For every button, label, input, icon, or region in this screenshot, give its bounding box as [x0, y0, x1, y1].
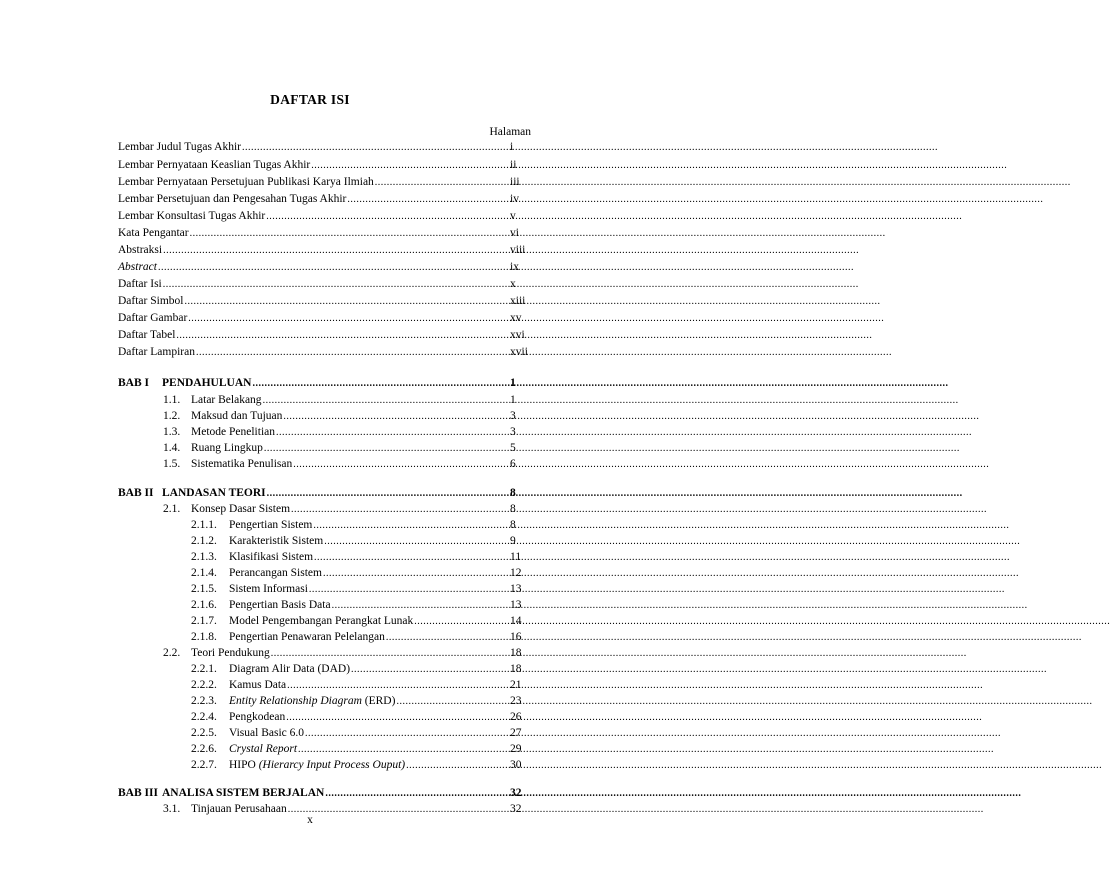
section-label: Tinjauan Perusahaan — [191, 803, 287, 815]
chapter-heading[interactable] — [118, 484, 492, 500]
toc-entry-page: ix — [510, 261, 519, 273]
dot-leader — [286, 711, 982, 724]
dot-leader — [298, 743, 994, 756]
toc-entry[interactable] — [118, 343, 492, 359]
toc-entry[interactable] — [118, 224, 492, 240]
toc-entry-label: Daftar Gambar — [118, 312, 188, 324]
toc-entry-label: Lembar Konsultasi Tugas Akhir — [118, 210, 266, 222]
subsection-number: 2.1.1. — [191, 519, 217, 531]
toc-subsection[interactable] — [191, 708, 492, 724]
subsection-label: Visual Basic 6.0 — [229, 727, 305, 739]
chapter-page: 32 — [510, 787, 522, 799]
dot-leader — [264, 442, 960, 455]
subsection-number: 2.2.6. — [191, 743, 217, 755]
subsection-number: 2.1.8. — [191, 631, 217, 643]
subsection-page: 29 — [510, 743, 522, 755]
section-page: 6 — [510, 458, 516, 470]
subsection-page: 14 — [510, 615, 522, 627]
chapter-number: BAB I — [118, 377, 149, 389]
chapter-label: LANDASAN TEORI — [162, 487, 266, 499]
subsection-label: Perancangan Sistem — [229, 567, 322, 579]
subsection-number: 2.2.4. — [191, 711, 217, 723]
subsection-label-suffix: (ERD) — [361, 695, 396, 707]
dot-leader — [351, 663, 1047, 676]
subsection-label: Crystal Report — [229, 743, 298, 755]
section-label: Maksud dan Tujuan — [191, 410, 283, 422]
subsection-page: 12 — [510, 567, 522, 579]
section-number: 2.2. — [163, 647, 181, 659]
subsection-number: 2.2.2. — [191, 679, 217, 691]
section-label: Konsep Dasar Sistem — [191, 503, 291, 515]
chapter-number: BAB II — [118, 487, 154, 499]
chapter-heading[interactable] — [118, 374, 492, 390]
toc-entry-label: Abstract — [118, 261, 157, 273]
section-page: 3 — [510, 426, 516, 438]
toc-entry-page: xvi — [510, 329, 525, 341]
dot-leader — [309, 583, 1005, 596]
toc-entry-page: xvii — [510, 346, 528, 358]
subsection-page: 8 — [510, 519, 516, 531]
chapter-page: 8 — [510, 487, 516, 499]
toc-entry-page: viii — [510, 244, 526, 256]
toc-section[interactable] — [163, 391, 492, 407]
subsection-label: Pengertian Sistem — [229, 519, 313, 531]
dot-leader — [291, 503, 987, 516]
dot-leader — [188, 312, 884, 325]
dot-leader — [386, 631, 1082, 644]
toc-subsection[interactable] — [191, 692, 492, 708]
section-page: 8 — [510, 503, 516, 515]
toc-section[interactable] — [163, 455, 492, 471]
subsection-label: Klasifikasi Sistem — [229, 551, 314, 563]
section-number: 1.2. — [163, 410, 181, 422]
section-page: 18 — [510, 647, 522, 659]
subsection-label: Pengkodean — [229, 711, 286, 723]
section-number: 1.3. — [163, 426, 181, 438]
toc-subsection[interactable] — [191, 740, 492, 756]
section-label: Latar Belakang — [191, 394, 262, 406]
subsection-number: 2.1.2. — [191, 535, 217, 547]
subsection-number: 2.1.4. — [191, 567, 217, 579]
chapter-label: ANALISA SISTEM BERJALAN — [162, 787, 325, 799]
section-number: 3.1. — [163, 803, 181, 815]
toc-entry-page: v — [510, 210, 516, 222]
toc-entry[interactable] — [118, 292, 492, 308]
section-number: 1.1. — [163, 394, 181, 406]
toc-entry-page: xiii — [510, 295, 526, 307]
toc-entry[interactable] — [118, 173, 492, 189]
subsection-number: 2.2.5. — [191, 727, 217, 739]
section-page: 5 — [510, 442, 516, 454]
halaman-label: Halaman — [489, 126, 531, 138]
dot-leader — [396, 695, 1092, 708]
dot-leader — [287, 679, 983, 692]
toc-entry[interactable] — [118, 156, 492, 172]
subsection-page: 13 — [510, 583, 522, 595]
footer-page-number: x — [307, 814, 313, 826]
toc-entry-page: xv — [510, 312, 522, 324]
subsection-page: 9 — [510, 535, 516, 547]
subsection-label: Pengertian Penawaran Pelelangan — [229, 631, 385, 643]
toc-entry[interactable] — [118, 275, 492, 291]
chapter-number: BAB III — [118, 787, 158, 799]
toc-entry[interactable] — [118, 190, 492, 206]
toc-entry[interactable] — [118, 138, 492, 154]
dot-leader — [332, 599, 1028, 612]
chapter-page: 1 — [510, 377, 516, 389]
toc-entry-label: Kata Pengantar — [118, 227, 189, 239]
subsection-number: 2.2.1. — [191, 663, 217, 675]
subsection-label: Karakteristik Sistem — [229, 535, 324, 547]
toc-subsection[interactable] — [191, 596, 492, 612]
subsection-page: 18 — [510, 663, 522, 675]
toc-section[interactable] — [163, 500, 492, 516]
toc-entry-label: Abstraksi — [118, 244, 163, 256]
toc-entry-label: Lembar Persetujuan dan Pengesahan Tugas Akhir — [118, 193, 347, 205]
toc-entry-label: Lembar Pernyataan Keaslian Tugas Akhir — [118, 159, 311, 171]
toc-section[interactable] — [163, 423, 492, 439]
toc-entry[interactable] — [118, 241, 492, 257]
toc-subsection[interactable] — [191, 532, 492, 548]
subsection-page: 13 — [510, 599, 522, 611]
toc-section[interactable] — [163, 439, 492, 455]
subsection-label-main: HIPO — [229, 759, 259, 771]
toc-entry-page: iv — [510, 193, 519, 205]
dot-leader — [375, 176, 1071, 189]
section-number: 1.5. — [163, 458, 181, 470]
page-title: DAFTAR ISI — [270, 92, 350, 107]
dot-leader — [347, 193, 1043, 206]
toc-subsection[interactable] — [191, 676, 492, 692]
toc-subsection[interactable] — [191, 724, 492, 740]
toc-entry-page: vi — [510, 227, 519, 239]
toc-subsection[interactable] — [191, 564, 492, 580]
subsection-number: 2.1.3. — [191, 551, 217, 563]
toc-entry[interactable] — [118, 207, 492, 223]
subsection-label-italic: Entity Relationship Diagram — [229, 695, 362, 707]
toc-subsection[interactable] — [191, 612, 492, 628]
dot-leader — [276, 426, 972, 439]
section-label: Ruang Lingkup — [191, 442, 263, 454]
toc-entry-label: Daftar Lampiran — [118, 346, 195, 358]
section-label: Teori Pendukung — [191, 647, 270, 659]
dot-leader — [266, 210, 962, 223]
section-page: 1 — [510, 394, 516, 406]
subsection-label: Sistem Informasi — [229, 583, 308, 595]
subsection-label — [229, 695, 395, 708]
toc-subsection[interactable] — [191, 756, 492, 772]
chapter-heading[interactable] — [118, 784, 492, 800]
subsection-page: 30 — [510, 759, 522, 771]
dot-leader — [313, 519, 1009, 532]
toc-entry-page: iii — [510, 176, 520, 188]
toc-entry-page: i — [510, 141, 514, 153]
section-page: 3 — [510, 410, 516, 422]
toc-section[interactable] — [163, 407, 492, 423]
subsection-page: 16 — [510, 631, 522, 643]
dot-leader — [263, 394, 959, 407]
toc-entry-page: ii — [510, 159, 517, 171]
dot-leader — [252, 377, 948, 390]
dot-leader — [283, 410, 979, 423]
subsection-label: Diagram Alir Data (DAD) — [229, 663, 351, 675]
subsection-number: 2.1.5. — [191, 583, 217, 595]
section-label: Sistematika Penulisan — [191, 458, 293, 470]
toc-subsection[interactable] — [191, 548, 492, 564]
dot-leader — [242, 141, 938, 154]
section-page: 32 — [510, 803, 522, 815]
toc-subsection[interactable] — [191, 660, 492, 676]
subsection-label: Pengertian Basis Data — [229, 599, 331, 611]
toc-subsection[interactable] — [191, 516, 492, 532]
subsection-number: 2.1.6. — [191, 599, 217, 611]
section-label: Metode Penelitian — [191, 426, 275, 438]
subsection-number: 2.2.7. — [191, 759, 217, 771]
subsection-page: 27 — [510, 727, 522, 739]
subsection-label: Kamus Data — [229, 679, 287, 691]
subsection-label-italic: (Hierarcy Input Process Ouput) — [258, 759, 406, 771]
section-number: 2.1. — [163, 503, 181, 515]
dot-leader — [311, 159, 1007, 172]
dot-leader — [323, 567, 1019, 580]
subsection-label — [229, 759, 405, 772]
dot-leader — [267, 487, 963, 500]
subsection-number: 2.2.3. — [191, 695, 217, 707]
toc-entry-page: x — [510, 278, 516, 290]
toc-entry-label: Lembar Judul Tugas Akhir — [118, 141, 241, 153]
dot-leader — [184, 295, 880, 308]
toc-entry-label: Lembar Pernyataan Persetujuan Publikasi Karya Ilmiah — [118, 176, 374, 188]
toc-entry[interactable] — [118, 326, 492, 342]
toc-entry-label: Daftar Isi — [118, 278, 162, 290]
toc-entry-label: Daftar Tabel — [118, 329, 176, 341]
subsection-page: 23 — [510, 695, 522, 707]
subsection-page: 11 — [510, 551, 522, 563]
toc-subsection[interactable] — [191, 580, 492, 596]
toc-entry[interactable] — [118, 258, 492, 274]
dot-leader — [293, 458, 989, 471]
toc-subsection[interactable] — [191, 628, 492, 644]
section-number: 1.4. — [163, 442, 181, 454]
subsection-number: 2.1.7. — [191, 615, 217, 627]
dot-leader — [190, 227, 886, 240]
toc-entry-label: Daftar Simbol — [118, 295, 184, 307]
toc-section[interactable] — [163, 644, 492, 660]
chapter-label: PENDAHULUAN — [162, 377, 252, 389]
dot-leader — [271, 647, 967, 660]
toc-entry[interactable] — [118, 309, 492, 325]
dot-leader — [324, 535, 1020, 548]
dot-leader — [314, 551, 1010, 564]
dot-leader — [305, 727, 1001, 740]
dot-leader — [325, 787, 1021, 800]
subsection-page: 21 — [510, 679, 522, 691]
dot-leader — [196, 346, 892, 359]
subsection-page: 26 — [510, 711, 522, 723]
subsection-label: Model Pengembangan Perangkat Lunak — [229, 615, 414, 627]
dot-leader — [158, 261, 854, 274]
